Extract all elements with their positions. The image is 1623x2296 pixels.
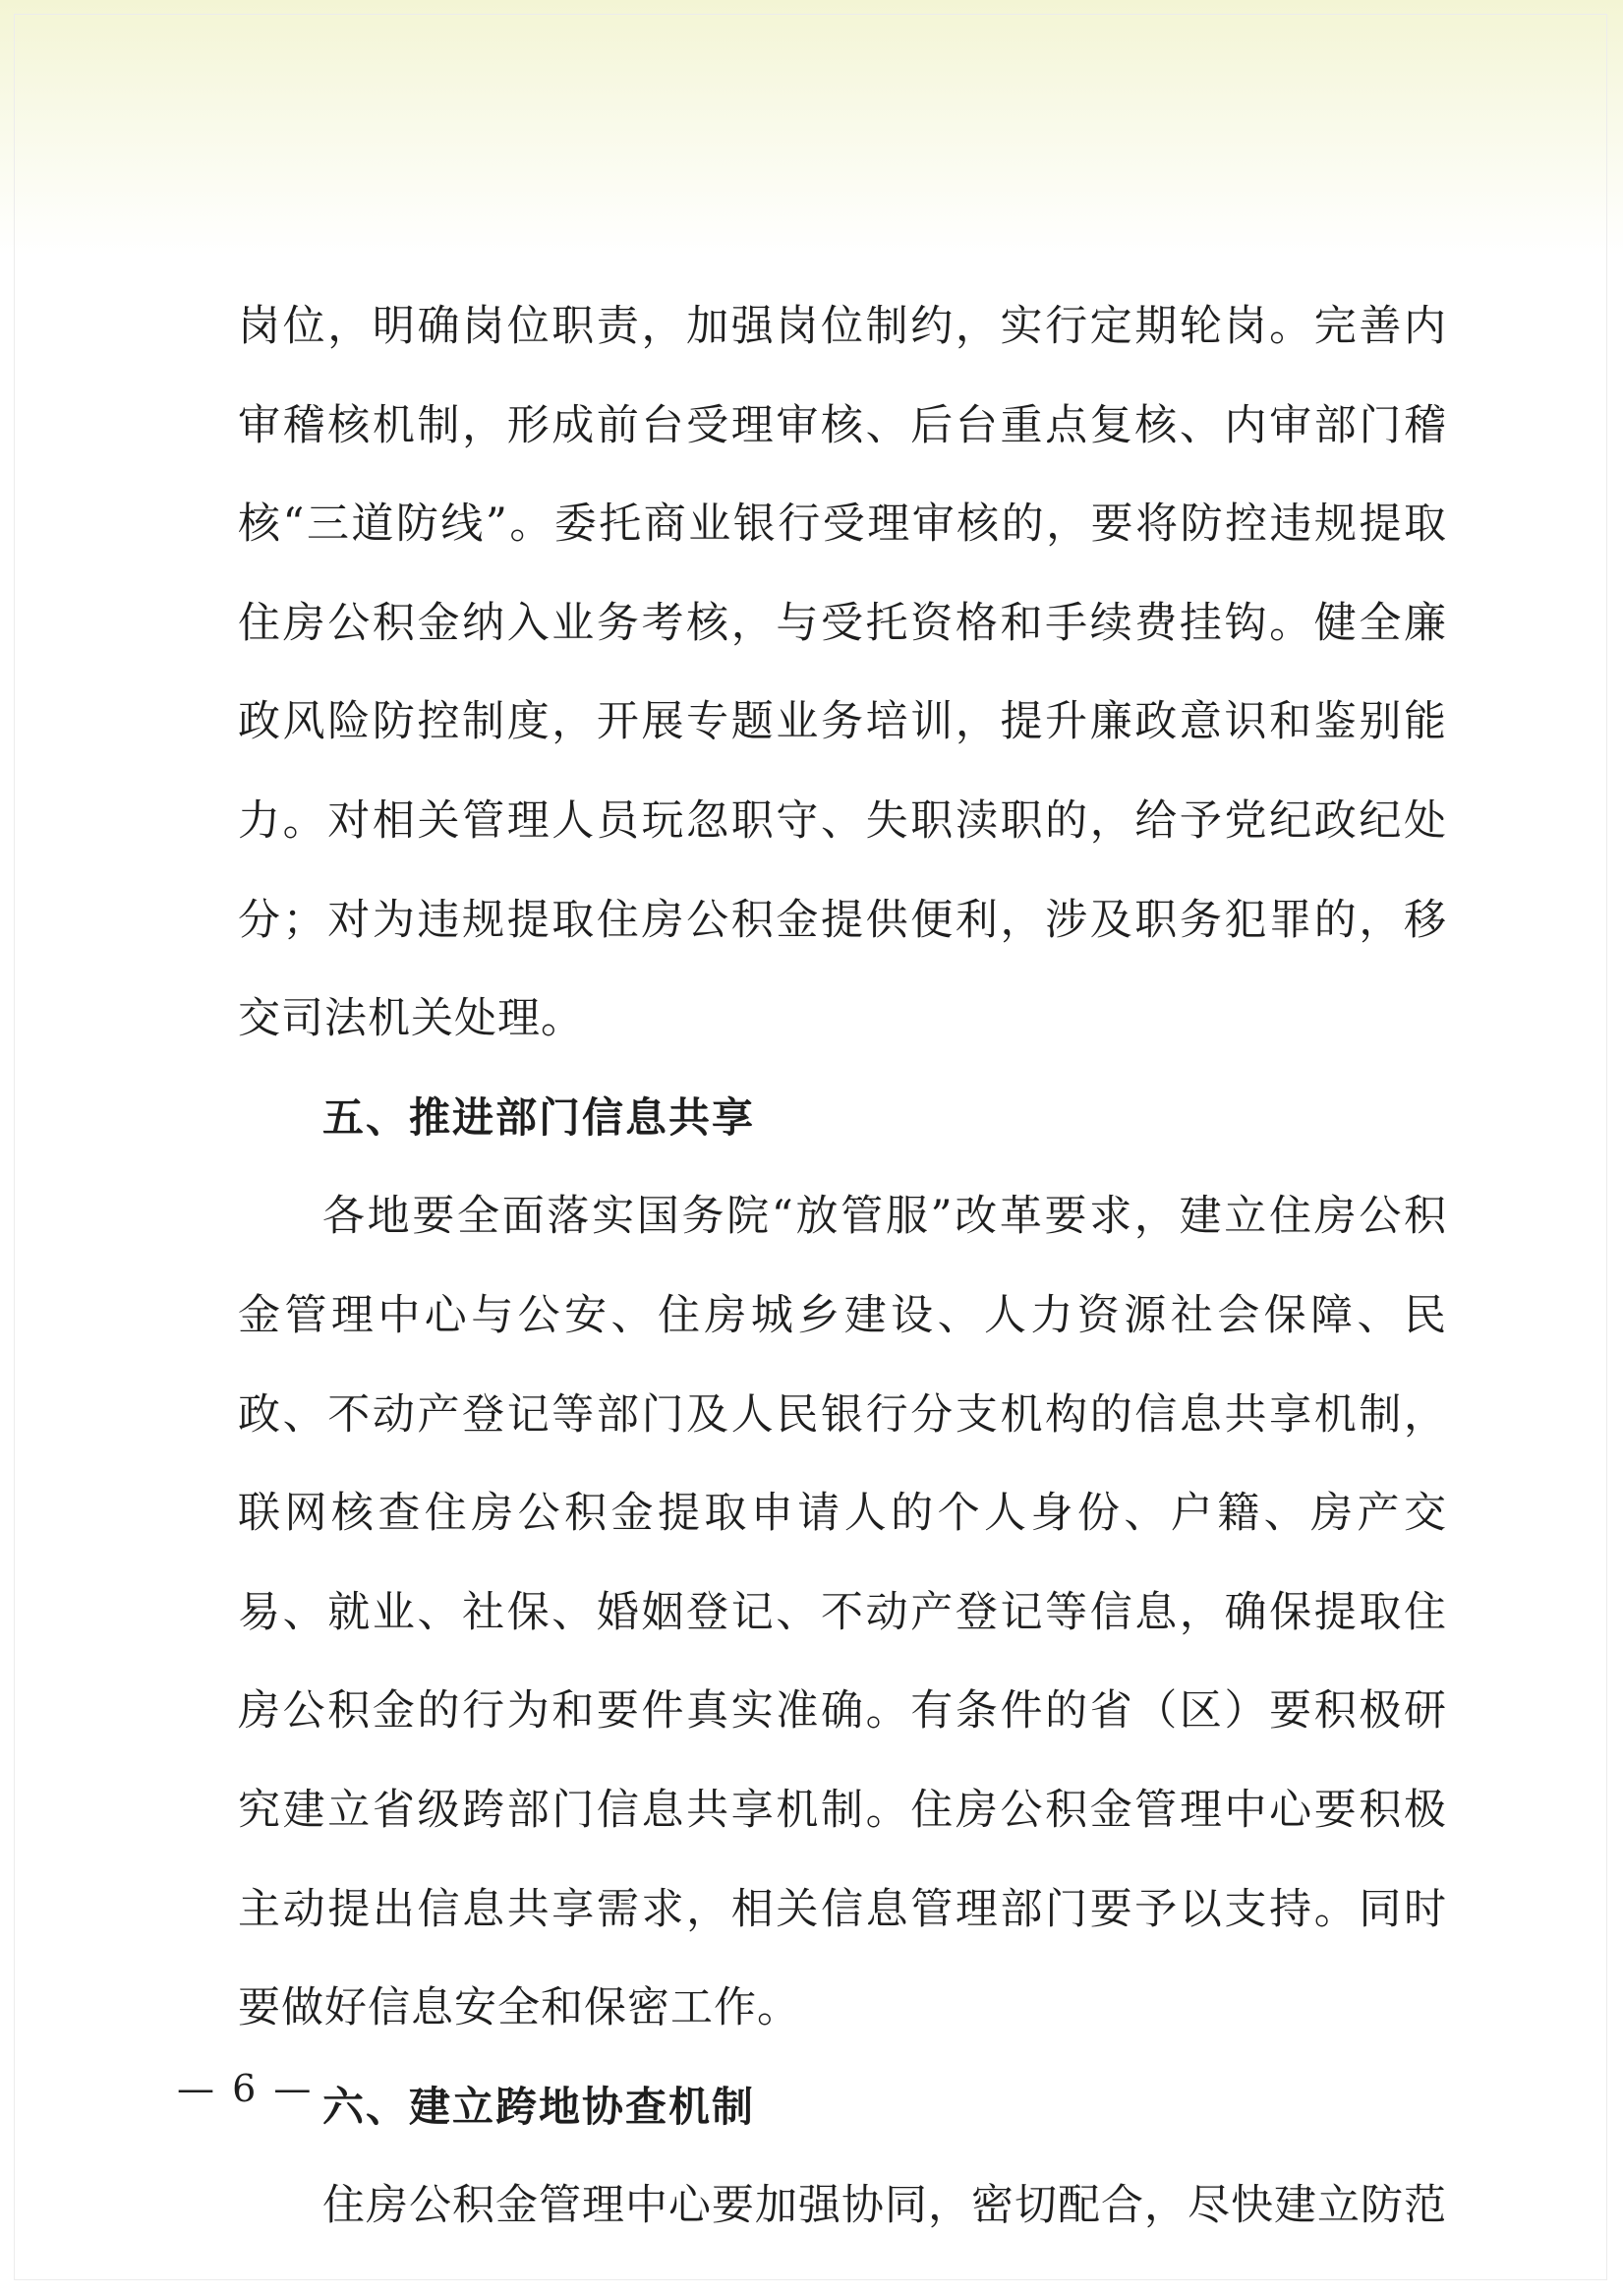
section-heading-5: 五、推进部门信息共享 [322,1092,756,1142]
section-heading-6: 六、建立跨地协查机制 [322,2082,756,2131]
paragraph-section-6: 住房公积金管理中心要加强协同，密切配合，尽快建立防范 [322,2181,1447,2231]
document-body [238,277,1447,2256]
paragraph-continuation: 岗位，明确岗位职责，加强岗位制约，实行定期轮岗。完善内审稽核机制，形成前台受理审核、后台重点复核、内审部门稽核“三道防线”。委托商业银行受理审核的，要将防控违规提取住房公积金纳入业务考核，与受托资格和手续费挂钩。健全廉政风险防控制度，开展专题业务培训，提升廉政意识和鉴别能力。对相关管理人员玩忽职守、失职渎职的，给予党纪政纪处分；对为违规提取住房公积金提供便利，涉及职务犯罪的，移交司法机关处理。 [238,302,1447,1044]
paragraph-section-5: 各地要全面落实国务院“放管服”改革要求，建立住房公积金管理中心与公安、住房城乡建设、人力资源社会保障、民政、不动产登记等部门及人民银行分支机构的信息共享机制，联网核查住房公积金提取申请人的个人身份、户籍、房产交易、就业、社保、婚姻登记、不动产登记等信息，确保提取住房公积金的行为和要件真实准确。有条件的省（区）要积极研究建立省级跨部门信息共享机制。住房公积金管理中心要积极主动提出信息共享需求，相关信息管理部门要予以支持。同时要做好信息安全和保密工作。 [238,1192,1447,2033]
page-number: — 6 — [177,2067,315,2110]
